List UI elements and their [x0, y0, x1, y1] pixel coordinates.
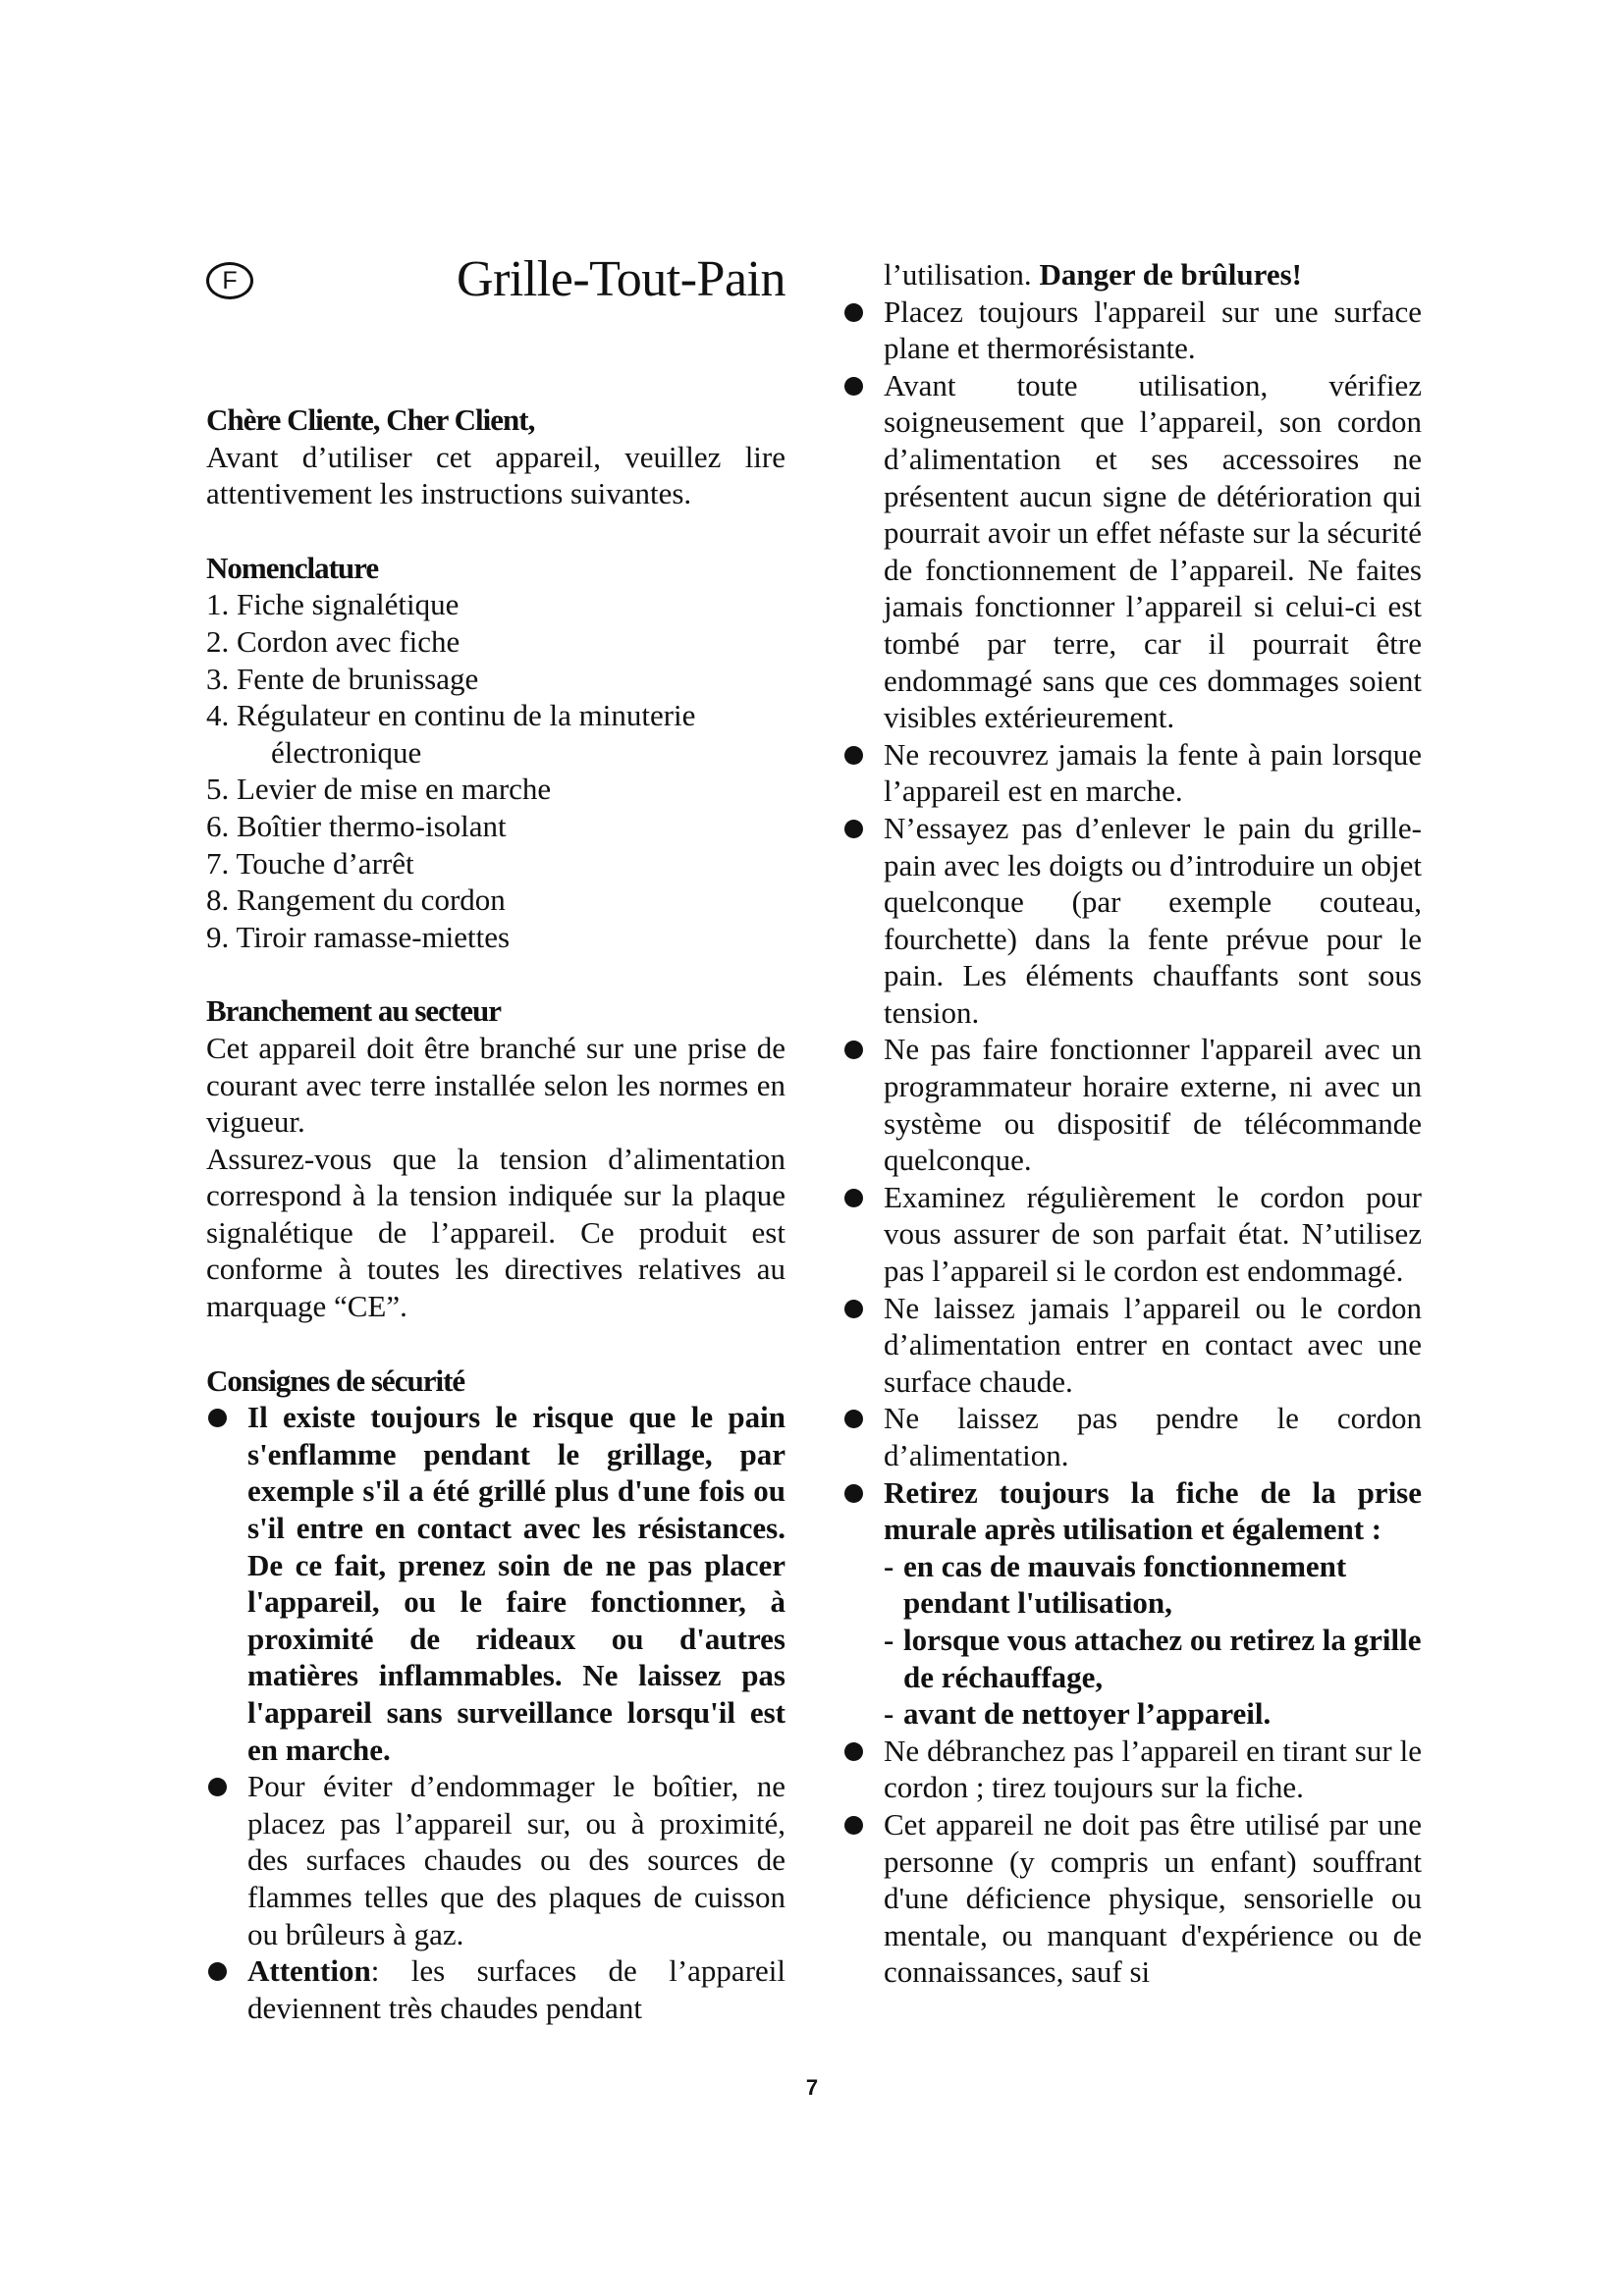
dash-marker: -	[884, 1548, 894, 1583]
safety-item	[206, 1768, 785, 1952]
intro-text: Avant d’utiliser cet appareil, veuillez lire attentivement les instructions suivantes.	[206, 439, 785, 511]
unplug-condition	[842, 1622, 1422, 1695]
unplug-condition	[842, 1695, 1422, 1733]
safety-item-text: Cet appareil ne doit pas être utilisé par une personne (y compris un enfant) souffrant d'une déficience physique, sensorielle ou mentale, ou manquant d'expérience ou de connaissances, sauf si	[884, 1806, 1422, 1990]
nomenclature-item: 1. Fiche signalétique	[206, 587, 460, 622]
power-connection-heading: Branchement au secteur	[206, 993, 501, 1029]
safety-item-text: Il existe toujours le risque que le pain s'enflamme pendant le grillage, par exemple s'il a été grillé plus d'une fois ou s'il entre en contact avec les résistances. De ce fait, prenez soin de ne pas placer l'appareil, ou le faire fonctionner, à proximité de rideaux ou d'autres matières inflammables. Ne laissez pas l'appareil sans surveillance lorsqu'il est en marche.	[247, 1400, 785, 1767]
bullet-icon	[844, 1742, 863, 1761]
safety-item-text: Placez toujours l'appareil sur une surface plane et thermorésistante.	[884, 294, 1422, 366]
bullet-icon	[208, 1409, 227, 1427]
dash-marker: -	[884, 1622, 894, 1657]
safety-item-text: : les surfaces de l’appareil deviennent très chaudes pendant	[247, 1953, 785, 2025]
bullet-icon	[208, 1962, 227, 1981]
safety-heading: Consignes de sécurité	[206, 1362, 465, 1398]
unplug-condition-text: avant de nettoyer l’appareil.	[903, 1696, 1272, 1732]
safety-item-text: l’utilisation.	[884, 257, 1032, 292]
bullet-icon	[844, 1484, 863, 1503]
right-column	[842, 256, 1422, 1991]
bullet-icon	[844, 1189, 863, 1207]
safety-item-text: Examinez régulièrement le cordon pour vous assurer de son parfait état. N’utilisez pas l’appareil si le cordon est endommagé.	[884, 1179, 1422, 1289]
bullet-icon	[208, 1778, 227, 1796]
bullet-icon	[844, 377, 863, 396]
safety-item-text: Pour éviter d’endommager le boîtier, ne placez pas l’appareil sur, ou à proximité, des surfaces chaudes ou des sources de flammes telles que des plaques de cuisson ou brûleurs à gaz.	[247, 1769, 785, 1951]
safety-item	[842, 1806, 1422, 1991]
bullet-icon	[844, 303, 863, 322]
safety-item-text: Ne laissez pas pendre le cordon d’alimentation.	[884, 1401, 1422, 1472]
safety-item-text: N’essayez pas d’enlever le pain du grille-pain avec les doigts ou d’introduire un objet quelconque (par exemple couteau, fourchette) dans la fente prévue pour le pain. Les éléments chauffants sont sous tension.	[884, 810, 1422, 1030]
nomenclature-heading: Nomenclature	[206, 550, 379, 585]
greeting-heading: Chère Cliente, Cher Client,	[206, 402, 535, 437]
safety-item-text: Retirez toujours la fiche de la prise murale après utilisation et également :	[884, 1474, 1422, 1547]
safety-item	[842, 1733, 1422, 1806]
safety-item	[842, 1290, 1422, 1401]
safety-item	[842, 367, 1422, 736]
page-number: 7	[805, 2075, 819, 2100]
language-badge: F	[206, 262, 253, 299]
nomenclature-item-continued: électronique	[271, 734, 422, 770]
bullet-icon	[844, 1300, 863, 1318]
unplug-condition-text: en cas de mauvais fonctionnement pendant l'utilisation,	[903, 1548, 1347, 1621]
page-title: Grille-Tout-Pain	[457, 251, 785, 307]
safety-item-text: Ne recouvrez jamais la fente à pain lorsque l’appareil est en marche.	[884, 736, 1422, 809]
safety-item	[842, 1179, 1422, 1290]
nomenclature-item: 2. Cordon avec fiche	[206, 623, 460, 659]
nomenclature-item: 8. Rangement du cordon	[206, 882, 506, 918]
safety-item-continued	[842, 256, 1422, 294]
safety-item	[206, 1399, 785, 1768]
safety-item	[206, 1952, 785, 2026]
dash-marker: -	[884, 1696, 894, 1732]
power-connection-paragraph-2: Assurez-vous que la tension d’alimentation correspond à la tension indiquée sur la plaque signalétique de l’appareil. Ce produit est conforme à toutes les directives relatives au marquage “CE”.	[206, 1141, 785, 1324]
nomenclature-item: 9. Tiroir ramasse-miettes	[206, 919, 511, 954]
safety-item-text: Ne débranchez pas l’appareil en tirant sur le cordon ; tirez toujours sur la fiche.	[884, 1733, 1422, 1805]
nomenclature-item: 6. Boîtier thermo-isolant	[206, 808, 507, 843]
power-connection-paragraph-1: Cet appareil doit être branché sur une prise de courant avec terre installée selon les normes en vigueur.	[206, 1030, 785, 1140]
bullet-icon	[844, 746, 863, 765]
safety-item-bold: Attention	[247, 1953, 371, 1989]
page-header	[206, 250, 785, 319]
left-column	[206, 250, 785, 2026]
burn-warning: Danger de brûlures!	[1039, 257, 1302, 292]
safety-item	[842, 1400, 1422, 1473]
safety-item	[842, 736, 1422, 810]
unplug-condition-text: lorsque vous attachez ou retirez la grille de réchauffage,	[903, 1622, 1422, 1694]
safety-item	[842, 1031, 1422, 1178]
safety-item-text: Ne pas faire fonctionner l'appareil avec un programmateur horaire externe, ni avec un système ou dispositif de télécommande quelconque.	[884, 1032, 1422, 1178]
safety-item-text: Ne laissez jamais l’appareil ou le cordon d’alimentation entrer en contact avec une surface chaude.	[884, 1290, 1422, 1399]
nomenclature-item: 7. Touche d’arrêt	[206, 845, 414, 881]
safety-item	[842, 1474, 1422, 1548]
nomenclature-item: 5. Levier de mise en marche	[206, 772, 552, 807]
bullet-icon	[844, 820, 863, 838]
bullet-icon	[844, 1410, 863, 1428]
safety-item	[842, 810, 1422, 1032]
safety-item	[842, 294, 1422, 367]
bullet-icon	[844, 1041, 863, 1059]
nomenclature-item: 4. Régulateur en continu de la minuterie	[206, 698, 696, 733]
unplug-condition	[842, 1548, 1422, 1622]
safety-item-text: Avant toute utilisation, vérifiez soigneusement que l’appareil, son cordon d’alimentation et ses accessoires ne présentent aucun signe de détérioration qui pourrait avoir un effet néfaste sur la sécurité de fonctionnement de l’appareil. Ne faites jamais fonctionner l’appareil si celui-ci est tombé par terre, car il pourrait être endommagé sans que ces dommages soient visibles extérieurement.	[884, 367, 1422, 735]
nomenclature-item: 3. Fente de brunissage	[206, 661, 479, 696]
nomenclature-list	[206, 586, 785, 955]
bullet-icon	[844, 1816, 863, 1835]
